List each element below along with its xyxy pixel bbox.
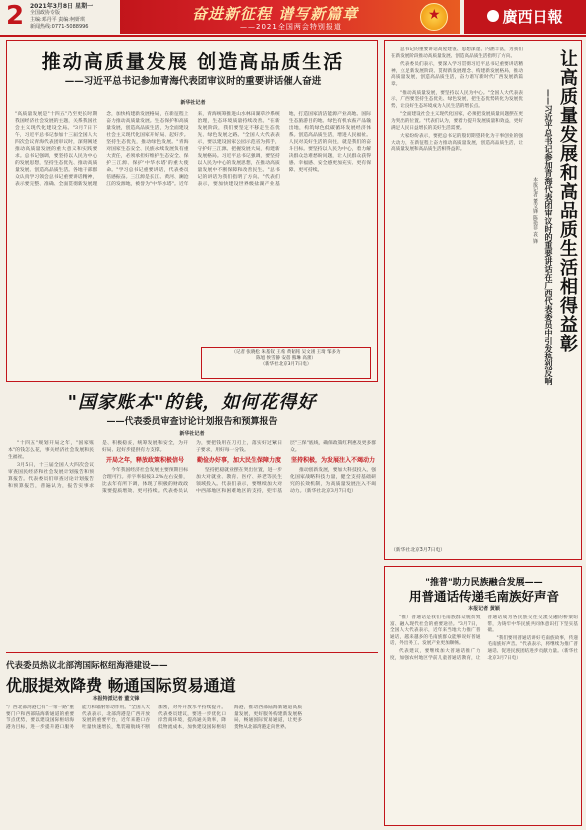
- reaction-body: [391, 47, 523, 541]
- paragraph: 3月5日，十三届全国人大四次会议审查国民经济和社会发展计划报告和预算报告。代表委员们审查讨论计划报告和预算报告，普遍认为，报告实事求是、积极稳妥，统筹发展和安全，为开好局、起好步提供有力支撑。: [8, 441, 188, 489]
- section-subhead: 开局之年，释放政策积极信号: [105, 457, 184, 464]
- lead-subheadline: ——习近平总书记参加青海代表团审议时的重要讲话催人奋进: [64, 76, 322, 87]
- lead-article: [6, 40, 378, 382]
- banner-slogan: 奋进新征程 谱写新篇章: [192, 5, 359, 23]
- credits-line: 陈旭 侯雪静 安蓓 熊琳 高蕾）: [256, 356, 316, 361]
- paragraph: "十四五"规划开局之年，"国家账本"的钱怎么花，事关经济社会发展和民生福祉。: [8, 441, 94, 460]
- paragraph: 推动创新发展，要加大科技投入，强化国家战略科技力量，健全支持基础研究的长效机制，为高质量发展注入不竭动力。（新华社北京3月7日电）: [290, 468, 376, 494]
- credits-line: （记者 张晓松 朱基钗 王希 黄韬铭 吴文诩 王琦 邹多为: [231, 350, 341, 355]
- section-subhead: 坚持积极，为发展注入不竭动力: [290, 457, 375, 464]
- two-sessions-banner: [120, 0, 460, 34]
- mandarin-headline: 用普通话传递毛南族好声音: [408, 589, 559, 604]
- masthead-rule: [0, 35, 586, 37]
- paragraph: "推动高质量发展，要坚持以人民为中心。"全国人大代表表示，广西要坚持生态优先、绿色发展，把生态优势转化为发展优势，让良好生态环境成为人民生活的增长点。: [391, 90, 523, 109]
- budget-headline: "国家账本"的钱，如何花得好: [67, 392, 317, 413]
- lead-headline: 推动高质量发展 创造高品质生活: [41, 51, 345, 73]
- paragraph: "推广普通话是我们毛南族群众脱贫致富、融入现代社会的重要途径。"3月7日，全国人大代表表示，近年来当地大力推广普通话，越来越多的毛南族群众能够说好普通话，外出务工、发展产业更加顺畅。: [390, 615, 481, 647]
- reaction-subheadline: ——习近平总书记参加青海代表团审议时的重要讲话在广西代表委员中引发热烈反响: [544, 89, 553, 385]
- paragraph: 代表建议，要继续加大普通话推广力度，加强农村地区学前儿童普通话教育，让普通话成为各民族交往交流交融的桥梁纽带，为铸牢中华民族共同体意识打下坚实基础。: [390, 615, 578, 661]
- masthead: [0, 0, 586, 34]
- budget-subheadline: ——代表委员审查讨论计划报告和预算报告: [106, 417, 278, 427]
- port-article: [6, 652, 378, 826]
- budget-byline: 新华社记者: [179, 431, 205, 437]
- issue-info: [30, 3, 120, 31]
- emblem-icon: [420, 3, 448, 31]
- mandarin-byline: 本报记者 黄颖: [468, 606, 500, 612]
- budget-body: [8, 440, 376, 640]
- mandarin-article: [384, 566, 582, 826]
- banner-subtitle: ——2021全国两会特别报道: [240, 23, 342, 31]
- lead-byline: 新华社记者: [180, 100, 206, 106]
- port-headline: 优服提效降费 畅通国际贸易通道: [6, 676, 236, 695]
- mandarin-kicker: "推普"助力民族融合发展——: [425, 578, 543, 588]
- section-name: 全国政协专版: [30, 10, 61, 16]
- lead-body: "高质量发展是"十四五"乃至更长时期我国经济社会发展的主题，关系我国社会主义现代化建设全局。"3月7日下午，习近平总书记参加十三届全国人大四次会议青海代表团审议时，深刻阐述推动高质量发展的重大意义和实践要求。总书记强调，要坚持以人民为中心的发展思想，坚持生态优先、推动高质量发展、创造高品质生活。各地干部群众认真学习领会总书记重要讲话精神，表示要完整、准确、全面贯彻新发展理念，加快构建新发展格局，在新征程上奋力推动高质量发展。生态保护和高质量发展，创造高品质生活，为全面建设社会主义现代化国家开好局、起好步。坚持生态优先，推动绿色发展。"青海对国家生态安全、民族永续发展负有重大责任，必须承担好维护生态安全、保护三江源、保护'中华水塔'的重大使命。"学习总书记重要讲话，代表委员倍感振奋。三江源是长江、黄河、澜沧江的发源地，被誉为"中华水塔"。近年来，青海统筹推进山水林田湖草沙系统治理，生态环境质量持续改善。"在新发展阶段，我们要坚定不移走生态优先、绿色发展之路。"全国人大代表表示，要以建设国家公园示范省为抓手，守护好三江源。把握发展大局，构建新发展格局。习近平总书记强调，要坚持以人民为中心的发展思想，在推动高质量发展中不断保障和改善民生。"总书记的讲话为我们指明了方向。"代表们表示，要加快建设世界级盐湖产业基地，打造国家清洁能源产业高地、国际生态旅游目的地、绿色有机农畜产品输出地，构筑绿色低碳循环发展经济体系。创造高品质生活，增进人民福祉。人民对美好生活的向往，就是我们的奋斗目标。要坚持以人民为中心，着力解决群众急难愁盼问题，让人民群众获得感、幸福感、安全感更加充实、更有保障、更可持续。: [15, 112, 371, 187]
- paragraph: "我们要用普通话讲好毛南族故事，传递毛南族好声音。"代表表示，将继续为推广普通话、促进民族团结进步贡献力量。（新华社北京3月7日电）: [487, 635, 578, 661]
- credits-dateline: （新华社北京3月7日电）: [260, 362, 312, 367]
- port-kicker: 代表委员热议北部湾国际枢纽海港建设——: [6, 661, 168, 671]
- page-number: 2: [6, 1, 25, 31]
- reaction-headline: 让高质量发展和高品质生活相得益彰: [557, 49, 578, 353]
- reporter-credits: [201, 347, 371, 379]
- mandarin-body: [390, 615, 578, 823]
- reaction-article: [384, 40, 582, 560]
- paragraph: "全面建设社会主义现代化国家，必须把发展质量问题摆在更为突出的位置。"代表们认为，要着力提升发展质量和效益，更好满足人民日益增长的美好生活需要。: [391, 112, 523, 131]
- paragraph: 总书记的重要讲话高屋建瓴、思想深邃、内涵丰富，为我们在新发展阶段推动高质量发展、创造高品质生活指明了方向。: [391, 47, 523, 59]
- newspaper-logo: [464, 0, 586, 34]
- paragraph: 今年我国经济社会发展主要预期目标合理可行。赤字率拟按3.2%左右安排，比去年有所下调，体现了积极的财政政策要提质增效、更可持续。代表委员认为，要把钱用在刀刃上，落实好过紧日子要求，用好每一分钱。: [102, 441, 282, 494]
- paragraph: 代表委员们表示，要深入学习贯彻习近平总书记重要讲话精神，立足新发展阶段、贯彻新发展理念、构建新发展格局，推动高质量发展，创造高品质生活，奋力谱写新时代广西发展新篇章。: [391, 62, 523, 87]
- logo-text: 廣西日報: [502, 8, 563, 26]
- news-hotline: 新闻热线:0771-5088996: [30, 24, 89, 30]
- port-byline: 本报特派记者 董文锋: [92, 696, 140, 702]
- budget-article: [6, 386, 378, 642]
- logo-mark-icon: [487, 10, 499, 22]
- editors: 主编:邓丹平 责编:柯妍琪: [30, 17, 85, 23]
- reaction-byline: 本报记者 董文锋 陈艳菲 袁 锋: [532, 177, 538, 244]
- reaction-dateline: （新华社北京3月7日电）: [391, 548, 446, 553]
- port-body: "广西北部湾港已有"一带一路"重要门户和西部陆海新通道的重要节点优势，要以建设国际枢纽海港为目标，进一步提升港口服务能力和辐射带动作用。"全国人大代表表示，北部湾港是广西开放发展的重要平台，近年来港口吞吐量快速增长，集装箱航线不断加密，对外开放水平持续提升。代表委员建议，要进一步优化口岸营商环境，提高通关效率，降低物流成本，加快建设国际枢纽海港，推动西部陆海新通道高质量发展，更好服务构建新发展格局，畅通国际贸易通道，让更多货物从北部湾港走向世界。: [6, 705, 302, 730]
- issue-date: 2021年3月8日 星期一: [30, 3, 94, 10]
- paragraph: 坚持把稳就业摆在突出位置，进一步加大对就业、教育、医疗、养老等民生领域投入。代表们表示，要继续加大对中西部地区和困难地区的支持，兜牢基层"三保"底线，确保政策红利惠及更多群众。: [196, 441, 376, 494]
- section-subhead: 勤俭办好事，加大民生保障力度: [196, 457, 281, 464]
- lead-footer: [15, 347, 371, 379]
- paragraph: 大家纷纷表示，要把总书记的殷切期望转化为干事创业的强大动力，在新征程上奋力推动高质量发展，创造高品质生活，让高质量发展和高品质生活相得益彰。: [391, 134, 523, 153]
